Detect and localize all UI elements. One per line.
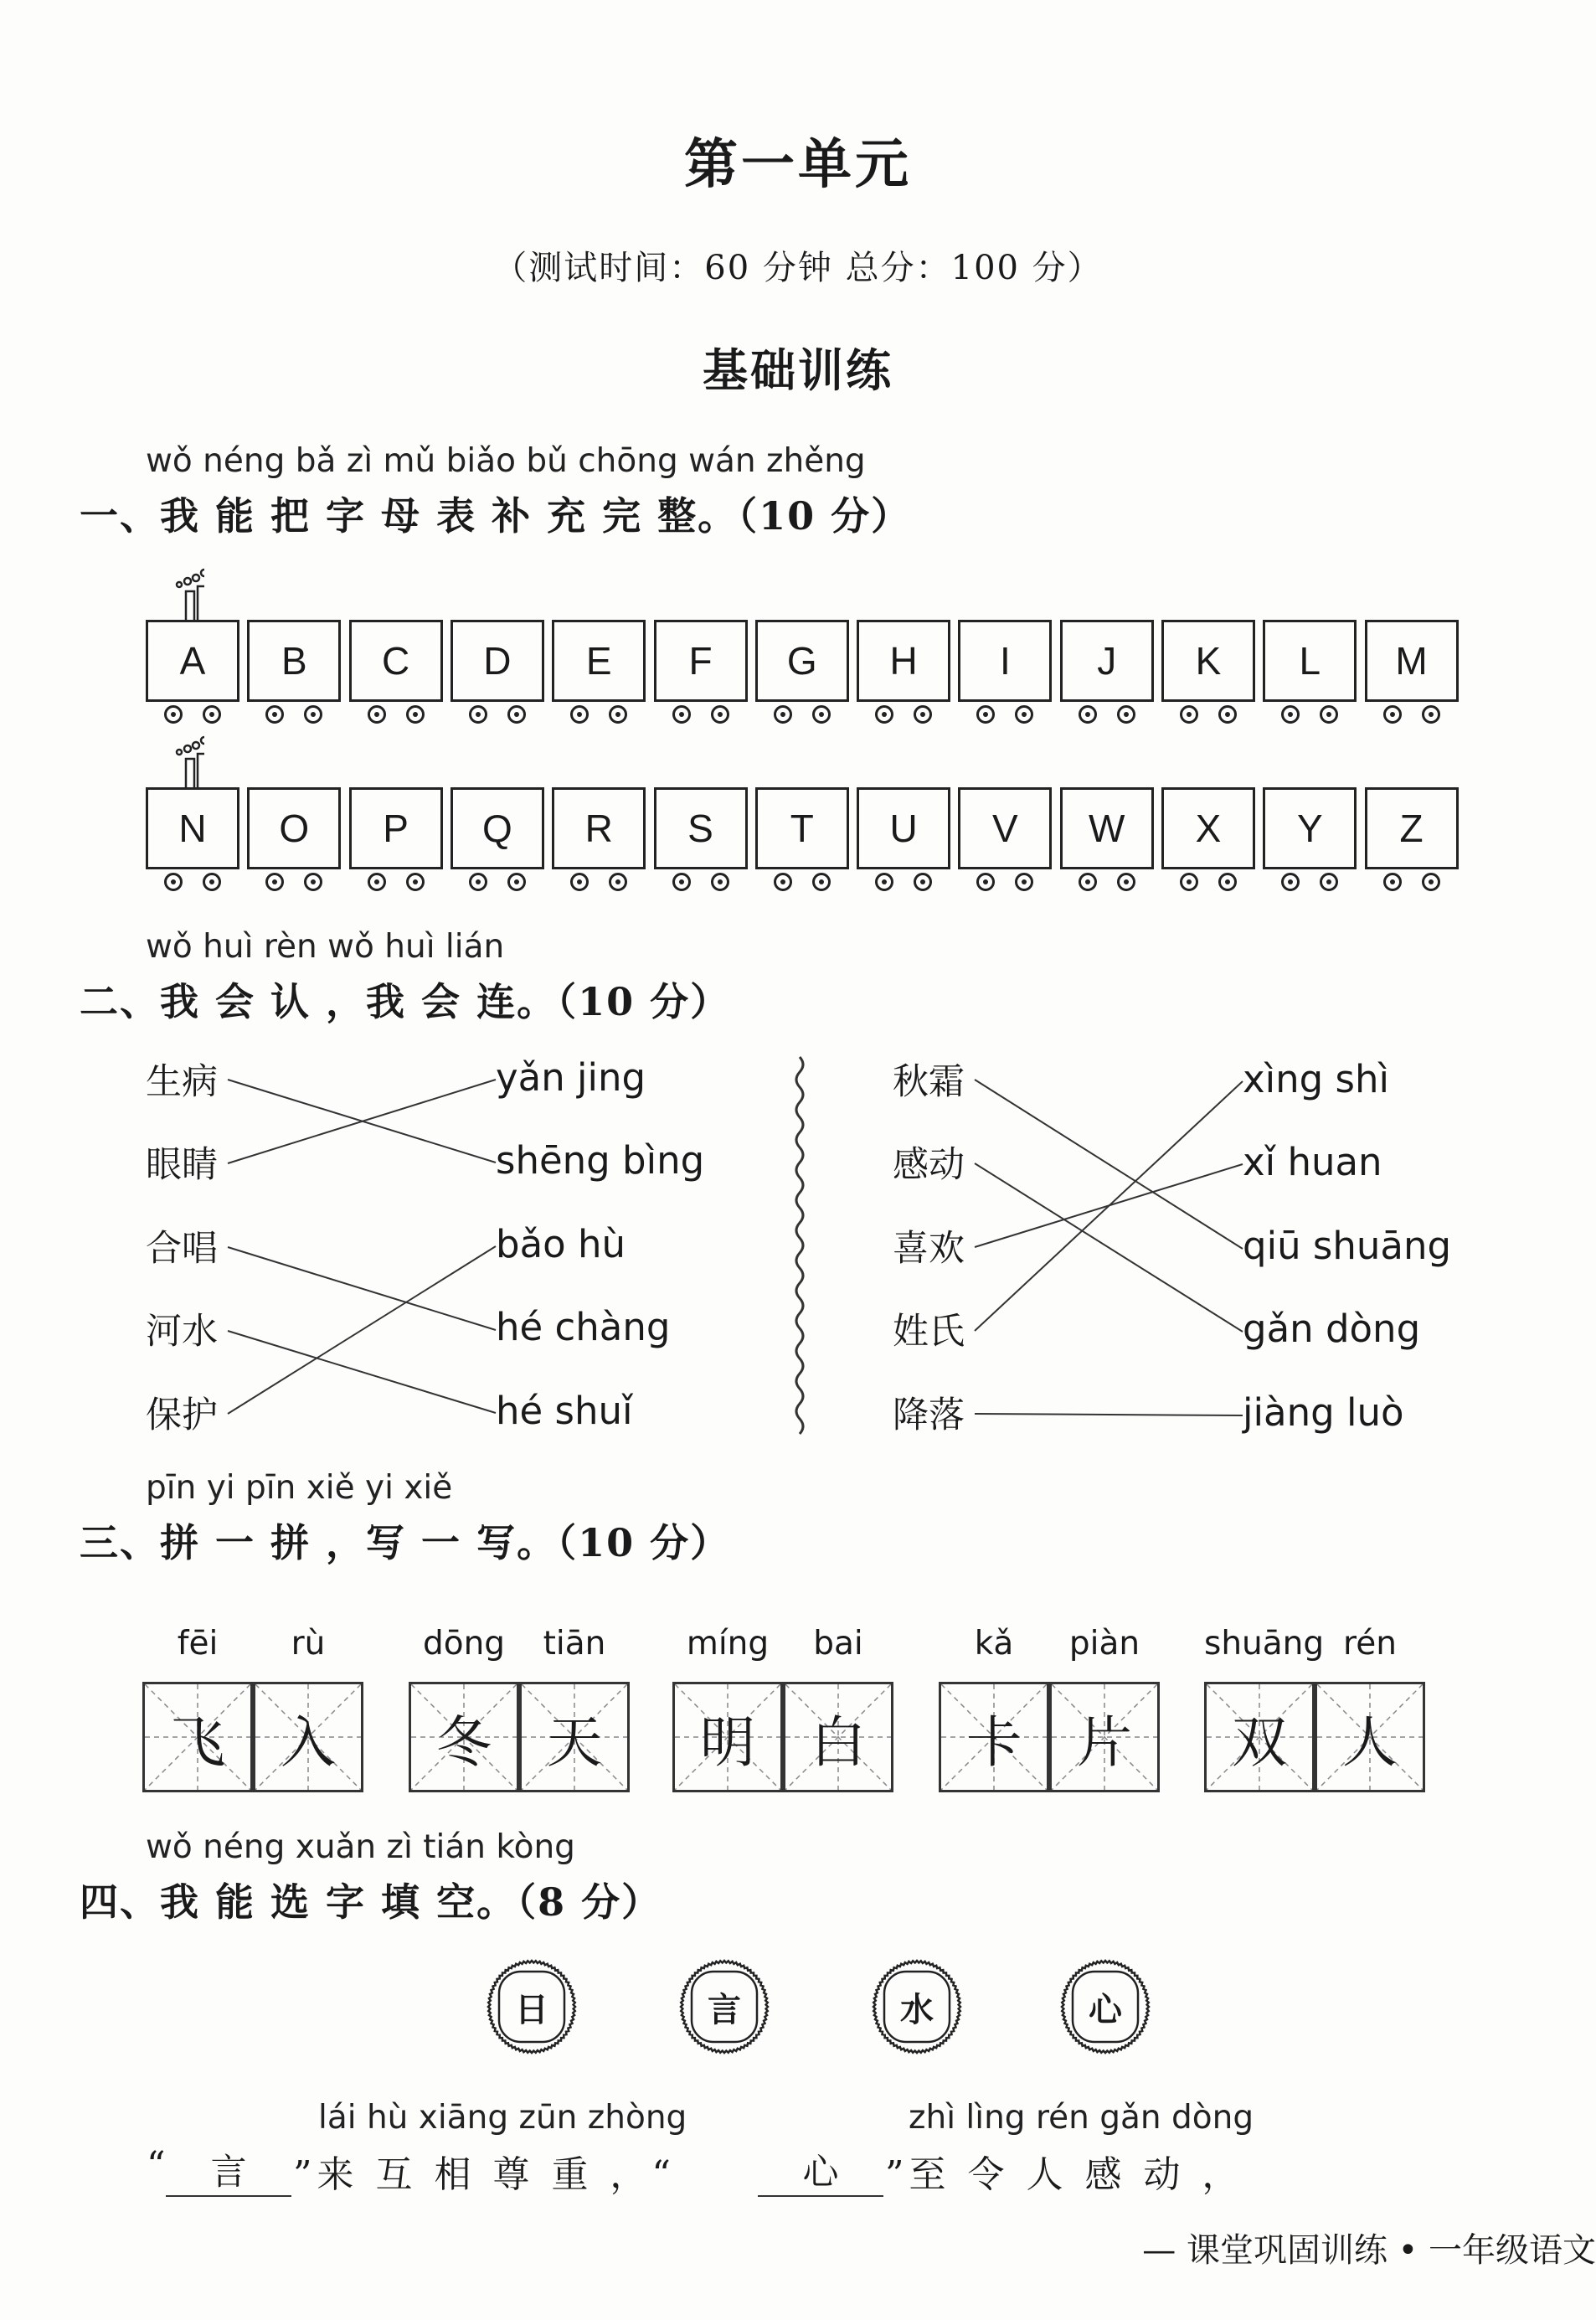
right-hanzi-3: 喜欢 bbox=[893, 1228, 965, 1270]
q4-heading bbox=[80, 1872, 662, 1927]
letter-car: A bbox=[146, 620, 239, 702]
letter-car: S bbox=[654, 787, 748, 869]
option-character: 言 bbox=[708, 1990, 741, 2029]
letter-car: M bbox=[1365, 620, 1459, 702]
tianzige-box bbox=[783, 1682, 893, 1792]
written-character: 片 bbox=[1077, 1709, 1132, 1775]
answer-blank-2[interactable]: 心 bbox=[758, 2144, 883, 2197]
letter-car: R bbox=[552, 787, 646, 869]
written-character: 卡 bbox=[966, 1709, 1022, 1775]
option-badge bbox=[1059, 1958, 1151, 2055]
tianzige-box bbox=[1315, 1682, 1425, 1792]
q4-points: 。（8 分） bbox=[476, 1879, 662, 1925]
left-hanzi-5: 保护 bbox=[146, 1395, 218, 1436]
written-character: 明 bbox=[700, 1709, 755, 1775]
match-line-heshui bbox=[228, 1331, 496, 1413]
left-hanzi-4: 河水 bbox=[146, 1311, 218, 1353]
page-footer: — 课堂巩固训练 • 一年级语文 bbox=[1142, 2231, 1596, 2270]
page-title: 第一单元 bbox=[684, 133, 912, 196]
grid-pinyin: tiān bbox=[543, 1625, 606, 1663]
option-badge bbox=[486, 1958, 578, 2055]
written-character: 双 bbox=[1232, 1709, 1287, 1775]
q3-heading bbox=[80, 1513, 730, 1568]
q1-heading-text: 一、我 能 把 字 母 表 补 充 完 整 bbox=[80, 493, 698, 539]
written-character: 飞 bbox=[170, 1709, 225, 1775]
right-hanzi-1: 秋霜 bbox=[893, 1061, 965, 1103]
option-character: 心 bbox=[1089, 1990, 1122, 2029]
option-character: 水 bbox=[900, 1990, 934, 2029]
letter-car: E bbox=[552, 620, 646, 702]
letter-car: T bbox=[755, 787, 849, 869]
left-pinyin-1: yǎn jing bbox=[496, 1055, 646, 1100]
match-line-qiushuang bbox=[975, 1080, 1243, 1249]
tianzige-box bbox=[939, 1682, 1049, 1792]
tianzige-box bbox=[142, 1682, 253, 1792]
right-hanzi-2: 感动 bbox=[893, 1144, 965, 1186]
letter-car: U bbox=[857, 787, 950, 869]
left-pinyin-3: bǎo hù bbox=[496, 1222, 626, 1266]
grid-pinyin: bai bbox=[813, 1625, 863, 1663]
written-character: 人 bbox=[1342, 1709, 1398, 1775]
section-title: 基础训练 bbox=[703, 344, 893, 397]
right-pinyin-2: xǐ huan bbox=[1243, 1140, 1382, 1184]
letter-car: Z bbox=[1365, 787, 1459, 869]
grid-pinyin: rén bbox=[1343, 1625, 1397, 1663]
left-hanzi-3: 合唱 bbox=[146, 1228, 218, 1270]
right-pinyin-1: xìng shì bbox=[1243, 1057, 1389, 1101]
letter-car: Y bbox=[1263, 787, 1357, 869]
right-pinyin-5: jiàng luò bbox=[1243, 1390, 1404, 1435]
grid-pinyin: rù bbox=[291, 1625, 326, 1663]
test-info: （测试时间：60 分钟 总分：100 分） bbox=[493, 249, 1103, 287]
q2-points: 。（10 分） bbox=[517, 979, 731, 1024]
tianzige-box bbox=[519, 1682, 630, 1792]
left-pinyin-2: shēng bìng bbox=[496, 1138, 705, 1183]
tianzige-box bbox=[1204, 1682, 1315, 1792]
tianzige-box bbox=[253, 1682, 363, 1792]
sentence-pinyin-a: lái hù xiāng zūn zhòng bbox=[318, 2099, 687, 2137]
tianzige-box bbox=[1049, 1682, 1160, 1792]
tianzige-box bbox=[672, 1682, 783, 1792]
wavy-divider bbox=[796, 1057, 803, 1434]
letter-car: J bbox=[1060, 620, 1154, 702]
grid-pinyin: míng bbox=[686, 1625, 770, 1663]
grid-pinyin: piàn bbox=[1068, 1625, 1140, 1663]
q3-points: 。（10 分） bbox=[517, 1520, 731, 1565]
q1-points: 。（10 分） bbox=[698, 493, 912, 539]
letter-car: G bbox=[755, 620, 849, 702]
left-hanzi-1: 生病 bbox=[146, 1061, 218, 1103]
left-hanzi-2: 眼睛 bbox=[146, 1144, 218, 1186]
sentence-pinyin-b: zhì lìng rén gǎn dòng bbox=[909, 2099, 1254, 2137]
letter-car: B bbox=[247, 620, 341, 702]
q4-heading-text: 四、我 能 选 字 填 空 bbox=[80, 1879, 477, 1925]
right-hanzi-4: 姓氏 bbox=[893, 1311, 965, 1353]
written-character: 入 bbox=[281, 1709, 336, 1775]
q1-pinyin: wǒ néng bǎ zì mǔ biǎo bǔ chōng wán zhěng bbox=[146, 442, 866, 480]
tianzige-box bbox=[409, 1682, 519, 1792]
q3-pinyin: pīn yi pīn xiě yi xiě bbox=[146, 1469, 453, 1507]
letter-car: F bbox=[654, 620, 748, 702]
sentence-part-2: ”至 令 人 感 动 ， bbox=[885, 2153, 1244, 2196]
letter-car: D bbox=[450, 620, 544, 702]
right-hanzi-5: 降落 bbox=[893, 1395, 965, 1436]
letter-car: I bbox=[958, 620, 1052, 702]
letter-car: W bbox=[1060, 787, 1154, 869]
letter-car: O bbox=[247, 787, 341, 869]
match-line-gandong bbox=[975, 1163, 1243, 1332]
letter-car: L bbox=[1263, 620, 1357, 702]
right-pinyin-3: qiū shuāng bbox=[1243, 1224, 1452, 1268]
match-line-xingshi bbox=[975, 1081, 1243, 1331]
option-badge bbox=[871, 1958, 963, 2055]
grid-pinyin: fēi bbox=[177, 1625, 219, 1663]
letter-car: H bbox=[857, 620, 950, 702]
q2-pinyin: wǒ huì rèn wǒ huì lián bbox=[146, 928, 505, 966]
grid-pinyin: dōng bbox=[422, 1625, 506, 1663]
sentence-open-quote: “ bbox=[147, 2144, 166, 2187]
letter-car: X bbox=[1161, 787, 1255, 869]
letter-car: P bbox=[349, 787, 443, 869]
written-character: 白 bbox=[811, 1709, 866, 1775]
letter-car: V bbox=[958, 787, 1052, 869]
letter-car: C bbox=[349, 620, 443, 702]
grid-pinyin: kǎ bbox=[974, 1625, 1014, 1663]
letter-car: Q bbox=[450, 787, 544, 869]
q4-pinyin: wǒ néng xuǎn zì tián kòng bbox=[146, 1828, 575, 1866]
match-line-jiangluo bbox=[975, 1414, 1243, 1415]
written-character: 天 bbox=[547, 1709, 602, 1775]
match-line-baohu bbox=[228, 1246, 496, 1414]
grid-pinyin: shuāng bbox=[1204, 1625, 1325, 1663]
right-pinyin-4: gǎn dòng bbox=[1243, 1307, 1421, 1351]
option-character: 日 bbox=[515, 1990, 548, 2029]
written-character: 冬 bbox=[436, 1709, 492, 1775]
left-pinyin-4: hé chàng bbox=[496, 1305, 671, 1349]
sentence-part-1: ”来 互 相 尊 重 ，“ bbox=[293, 2153, 676, 2196]
option-badge bbox=[678, 1958, 770, 2055]
letter-car: N bbox=[146, 787, 239, 869]
left-pinyin-5: hé shuǐ bbox=[496, 1389, 633, 1433]
q3-heading-text: 三、拼 一 拼 ，写 一 写 bbox=[80, 1520, 517, 1565]
answer-blank-1[interactable]: 言 bbox=[166, 2144, 291, 2197]
match-line-hechang bbox=[228, 1247, 496, 1330]
q2-heading-text: 二、我 会 认 ，我 会 连 bbox=[80, 979, 517, 1024]
letter-car: K bbox=[1161, 620, 1255, 702]
